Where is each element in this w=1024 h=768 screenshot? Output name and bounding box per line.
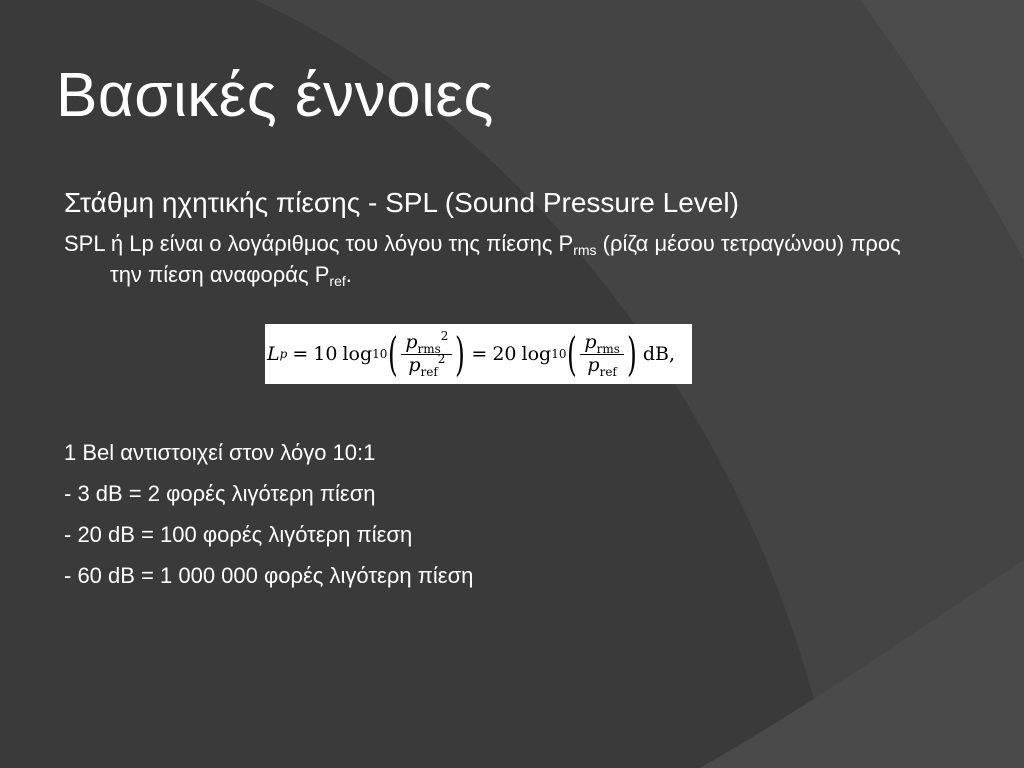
formula-unit: dB, xyxy=(642,343,675,365)
subscript-rms: rms xyxy=(573,241,597,258)
list-item: - 20 dB = 100 φορές λιγότερη πίεση xyxy=(64,522,413,547)
formula-den2-var: p xyxy=(587,353,600,376)
spl-formula: L p = 10 log 10 ( $\frac{p_{rms}^2}{p_{ref}^2}$ ) = 20 log 10 ( $\frac{p_{rms}}{p_{ref}}$ ) dB, xyxy=(265,324,692,384)
formula-paren-close-1: ) xyxy=(455,327,466,381)
formula-numerator-2 xyxy=(580,330,623,356)
slide-content xyxy=(64,186,964,291)
formula-denominator-2 xyxy=(583,353,620,379)
subheading: Στάθμη ηχητικής πίεσης - SPL (Sound Pressure Level) xyxy=(64,187,739,218)
formula-num1-sup: 2 xyxy=(440,328,449,343)
definition-text-3: . xyxy=(345,262,352,288)
formula-eq-2: = xyxy=(471,343,488,365)
definition-text-1: SPL ή Lp είναι ο λογάριθμος του λόγου της πίεσης P xyxy=(64,230,574,256)
formula-lhs-var: L xyxy=(267,343,280,365)
definition-text-2: (ρίζα μέσου τετραγώνου) προς την πίεση αναφοράς P xyxy=(110,230,901,288)
formula-den2-sub: ref xyxy=(599,364,617,379)
list-item: 1 Bel αντιστοιχεί στον λόγο 10:1 xyxy=(64,440,376,465)
formula-fraction-2 xyxy=(580,330,623,379)
list-item: - 3 dB = 2 φορές λιγότερη πίεση xyxy=(64,481,376,506)
formula-paren-close-2: ) xyxy=(626,327,637,381)
db-facts-list xyxy=(64,432,473,596)
formula-num1-sub: rms xyxy=(417,341,441,356)
formula-num2-sub: rms xyxy=(596,341,620,356)
subscript-ref: ref xyxy=(329,273,346,290)
formula-lhs-sub-text: p xyxy=(279,347,288,361)
formula-eq-1: = xyxy=(292,343,309,365)
formula-num1-var: p xyxy=(405,330,418,353)
formula-den1-sup: 2 xyxy=(437,351,446,366)
definition-paragraph xyxy=(64,228,910,292)
formula-coef-1: 10 xyxy=(313,343,338,365)
formula-denominator-1 xyxy=(404,351,449,379)
formula-fraction-1 xyxy=(401,328,452,379)
formula-den1-sub: ref xyxy=(420,364,438,379)
formula-log-1: log xyxy=(342,343,373,365)
formula-den1-var: p xyxy=(408,353,421,376)
formula-num2-var: p xyxy=(584,330,597,353)
formula-coef-2: 20 xyxy=(492,343,517,365)
slide-title: Βασικές έννοιες xyxy=(56,61,494,130)
formula-paren-open-1: ( xyxy=(388,327,399,381)
formula-paren-open-2: ( xyxy=(567,327,578,381)
formula-log-2: log xyxy=(521,343,552,365)
list-item: - 60 dB = 1 000 000 φορές λιγότερη πίεση xyxy=(64,563,474,588)
